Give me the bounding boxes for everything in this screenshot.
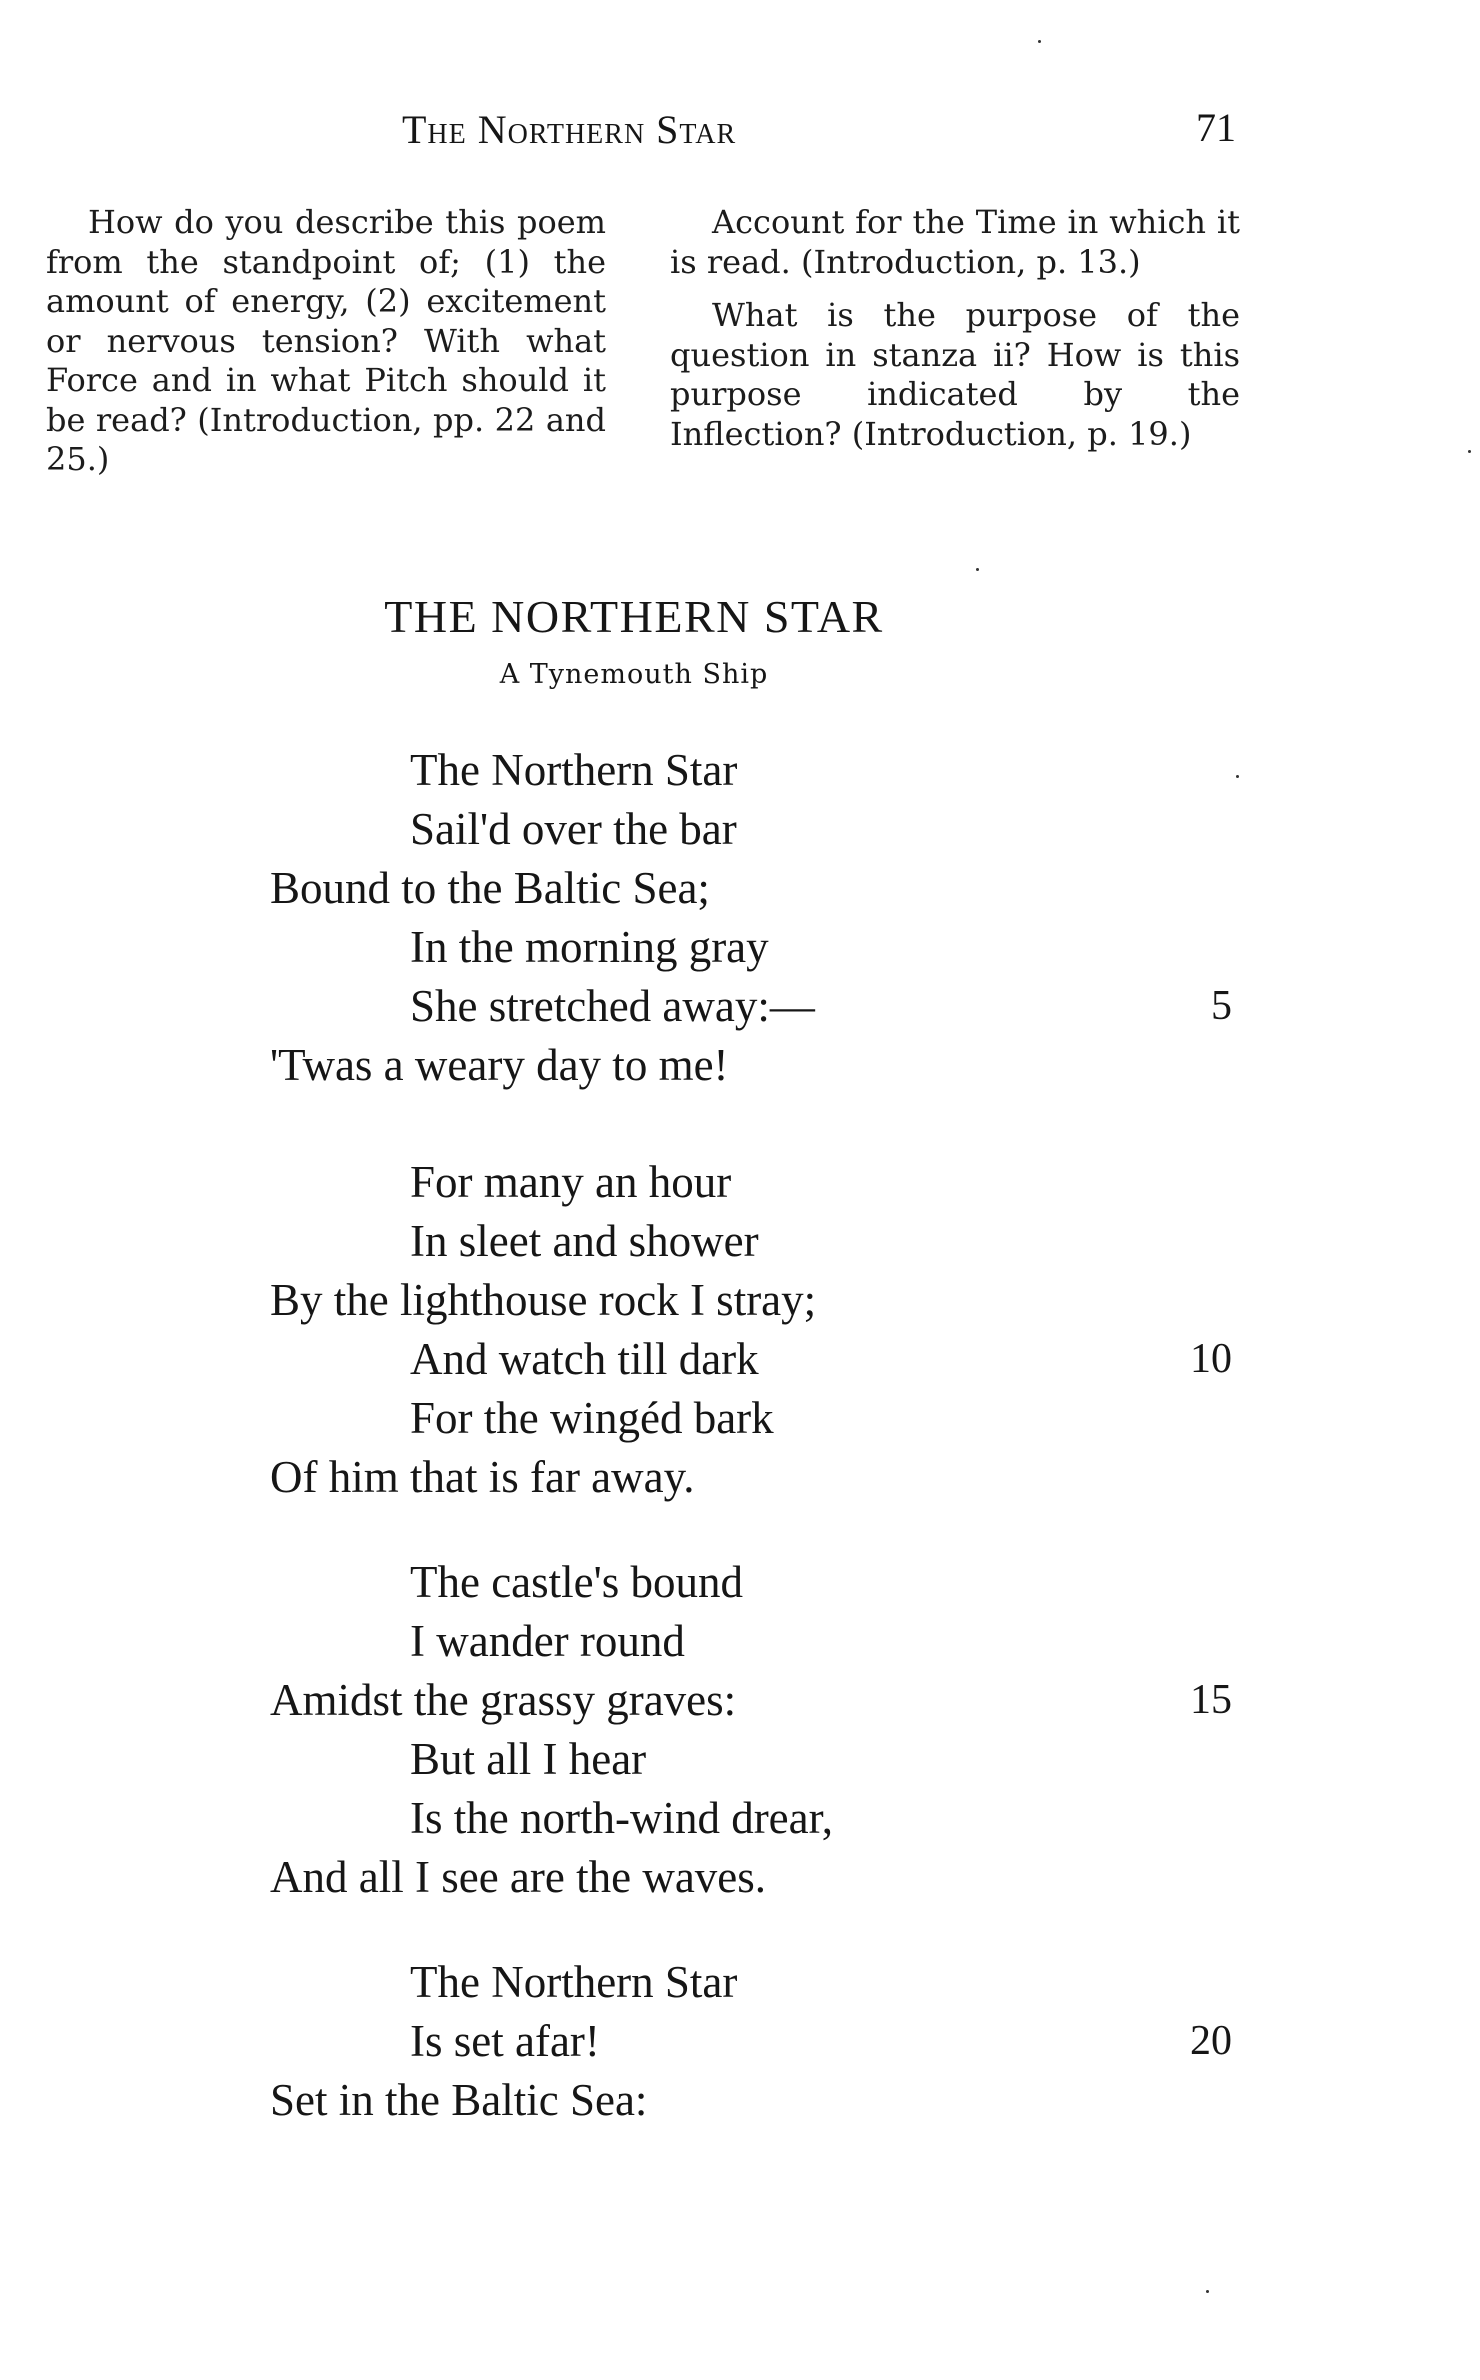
- poem-line: 'Twas a weary day to me!: [270, 1040, 729, 1090]
- page-number: 71: [1196, 105, 1236, 150]
- poem-line: She stretched away:—: [410, 981, 815, 1031]
- poem-line: Is the north-wind drear,: [410, 1793, 834, 1843]
- poem-line: For many an hour: [410, 1157, 732, 1207]
- poem-line: Is set afar!: [410, 2016, 600, 2066]
- poem-subtitle: A Tynemouth Ship: [499, 659, 769, 690]
- poem-line: By the lighthouse rock I stray;: [270, 1275, 817, 1325]
- poem-line: The castle's bound: [410, 1557, 744, 1607]
- poem-line: For the wingéd bark: [410, 1393, 774, 1443]
- poem-title: THE NORTHERN STAR: [384, 591, 884, 642]
- poem-line: Bound to the Baltic Sea;: [270, 863, 710, 913]
- poem-line: In the morning gray: [410, 922, 769, 972]
- line-number: 5: [1211, 983, 1232, 1029]
- print-speck: [1038, 40, 1041, 43]
- print-speck: [1206, 2290, 1209, 2293]
- poem-line: But all I hear: [410, 1734, 647, 1784]
- running-title: The Northern Star: [402, 107, 737, 152]
- line-number: 15: [1190, 1677, 1232, 1723]
- note-paragraph: Account for the Time in which it is read. (Introduction, p. 13.): [670, 203, 1240, 281]
- note-paragraph: What is the purpose of the question in stanza ii? How is this purpose indicated by the Inflection? (Introduction, p. 19.): [670, 296, 1240, 453]
- poem-line: Set in the Baltic Sea:: [270, 2075, 648, 2125]
- poem-line: And all I see are the waves.: [270, 1852, 767, 1902]
- poem-line: I wander round: [410, 1616, 685, 1666]
- line-number: 10: [1190, 1336, 1232, 1382]
- poem-line: Of him that is far away.: [270, 1452, 695, 1502]
- poem-line: The Northern Star: [410, 745, 738, 795]
- poem-line: Amidst the grassy graves:: [270, 1675, 737, 1725]
- print-speck: [1468, 450, 1471, 453]
- note-paragraph: How do you describe this poem from the standpoint of; (1) the amount of energy, (2) excitement or nervous tension? With what Force and in what Pitch should it be read? (Introduction, pp. 22 and 25.): [46, 203, 606, 478]
- poem-line: In sleet and shower: [410, 1216, 759, 1266]
- line-number: 20: [1190, 2018, 1232, 2064]
- print-speck: [976, 568, 979, 571]
- poem-line: And watch till dark: [410, 1334, 759, 1384]
- poem-line: The Northern Star: [410, 1957, 738, 2007]
- print-speck: [1236, 775, 1239, 778]
- poem-line: Sail'd over the bar: [410, 804, 737, 854]
